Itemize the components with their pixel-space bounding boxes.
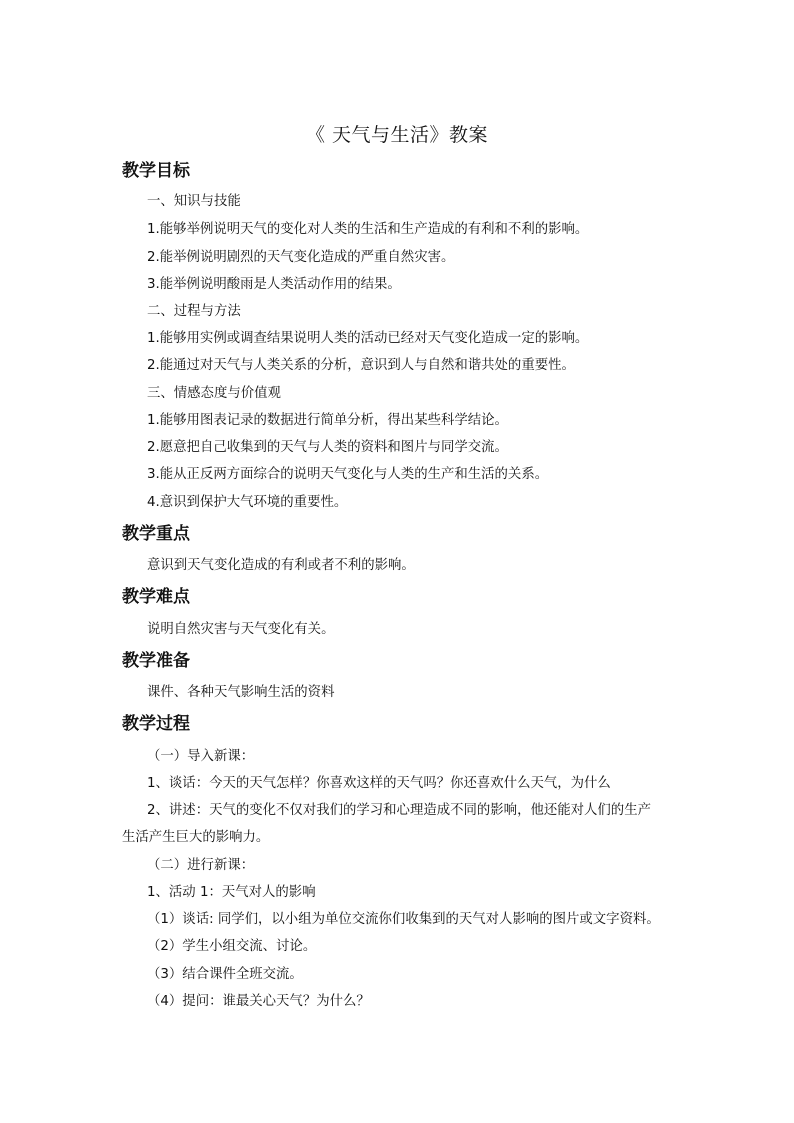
goals-line: 1.能够用图表记录的数据进行简单分析，得出某些科学结论。 — [147, 413, 508, 428]
goals-line: 一、知识与技能 — [147, 194, 241, 209]
process-line: （3）结合课件全班交流。 — [147, 967, 303, 982]
key-points-line: 意识到天气变化造成的有利或者不利的影响。 — [147, 558, 415, 573]
goals-line: 2.愿意把自己收集到的天气与人类的资料和图片与同学交流。 — [147, 440, 508, 455]
goals-line: 3.能从正反两方面综合的说明天气变化与人类的生产和生活的关系。 — [147, 467, 549, 482]
page-title: 《 天气与生活》教案 — [305, 124, 489, 146]
process-line: 1、谈话：今天的天气怎样？你喜欢这样的天气吗？你还喜欢什么天气，为什么 — [147, 776, 611, 791]
heading-key-points: 教学重点 — [122, 524, 190, 544]
goals-line: 三、情感态度与价值观 — [147, 386, 281, 401]
difficulties-line: 说明自然灾害与天气变化有关。 — [147, 622, 335, 637]
process-line: 1、活动 1：天气对人的影响 — [147, 885, 316, 900]
heading-goals: 教学目标 — [122, 161, 190, 181]
process-line: 生活产生巨大的影响力。 — [122, 830, 270, 845]
goals-line: 2.能通过对天气与人类关系的分析，意识到人与自然和谐共处的重要性。 — [147, 358, 575, 373]
process-line: （一）导入新课： — [147, 749, 255, 764]
process-line: （二）进行新课： — [147, 858, 255, 873]
heading-process: 教学过程 — [122, 714, 190, 734]
goals-line: 二、过程与方法 — [147, 304, 241, 319]
goals-line: 1.能够用实例或调查结果说明人类的活动已经对天气变化造成一定的影响。 — [147, 331, 589, 346]
heading-preparation: 教学准备 — [122, 651, 190, 671]
goals-line: 2.能举例说明剧烈的天气变化造成的严重自然灾害。 — [147, 250, 455, 265]
process-line: 2、讲述：天气的变化不仅对我们的学习和心理造成不同的影响，他还能对人们的生产 — [147, 803, 651, 818]
preparation-line: 课件、各种天气影响生活的资料 — [147, 685, 335, 700]
process-line: （1）谈话: 同学们，以小组为单位交流你们收集到的天气对人影响的图片或文字资料。 — [147, 912, 660, 927]
goals-line: 1.能够举例说明天气的变化对人类的生活和生产造成的有利和不利的影响。 — [147, 222, 589, 237]
heading-difficulties: 教学难点 — [122, 587, 190, 607]
goals-line: 4.意识到保护大气环境的重要性。 — [147, 495, 348, 510]
process-line: （4）提问：谁最关心天气？为什么？ — [147, 994, 370, 1009]
goals-line: 3.能举例说明酸雨是人类活动作用的结果。 — [147, 277, 401, 292]
process-line: （2）学生小组交流、讨论。 — [147, 939, 317, 954]
